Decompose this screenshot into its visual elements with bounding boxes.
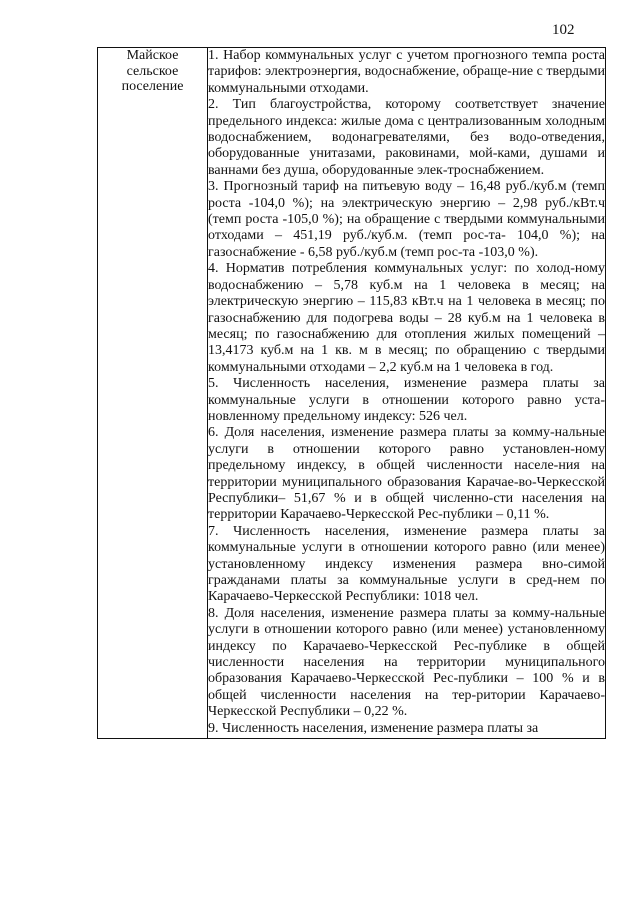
item-2: 2. Тип благоустройства, которому соответствует значение предельного индекса: жилые дома с централизованным холодным водоснабжением, водонагревателями, без водо-отведения, оборудованные унитазами, раковинами, мой-ками, душами и ваннами без душа, оборудованные элек-троснабжением.: [208, 97, 605, 178]
tariff-table: [97, 47, 606, 739]
item-4: 4. Норматив потребления коммунальных услуг: по холод-ному водоснабжению – 5,78 куб.м на 1 человека в месяц; на электрическую энергию – 115,83 кВт.ч на 1 человека в месяц; по газоснабжению для подогрева воды – 28 куб.м на 1 человека в месяц; по газоснабжению для отопления жилых помещений – 13,4173 куб.м на 1 кв. м в месяц; по обращению с твердыми коммунальными отходами – 2,2 куб.м на 1 человека в год.: [208, 261, 605, 375]
item-6: 6. Доля населения, изменение размера платы за комму-нальные услуги в отношении которого равно установлен-ному предельному индексу, в общей численности населе-ния на территории муниципального образования Карачае-во-Черкесской Республики– 51,67 % и в общей численно-сти населения на территории Карачаево-Черкесской Рес-публики – 0,11 %.: [208, 425, 605, 523]
item-8: 8. Доля населения, изменение размера платы за комму-нальные услуги в отношении которого равно (или менее) установленному индексу по Карачаево-Черкесской Рес-публике в общей численности населения на территории муниципального образования Карачаево-Черкесской Рес-публики – 100 % и в общей численности населения на тер-ритории Карачаево-Черкесской Республики – 0,22 %.: [208, 605, 605, 720]
item-3: 3. Прогнозный тариф на питьевую воду – 16,48 руб./куб.м (темп роста -104,0 %); на электрическую энергию – 2,98 руб./кВт.ч (темп роста -105,0 %); на обращение с твердыми коммунальными отходами – 451,19 руб./куб.м. (темп рос-та- 104,0 %); на газоснабжение - 6,58 руб./куб.м (темп рос-та -103,0 %).: [208, 179, 605, 260]
item-1: 1. Набор коммунальных услуг с учетом прогнозного темпа роста тарифов: электроэнергия, водоснабжение, обраще-ние с твердыми коммунальными отходами.: [208, 48, 605, 96]
item-7: 7. Численность населения, изменение размера платы за коммунальные услуги в отношении которого равно (или менее) установленному индексу изменения размера вно-симой гражданами платы за коммунальные услуги в сред-нем по Карачаево-Черкесской Республики: 1018 чел.: [208, 523, 605, 605]
details-cell: [208, 48, 606, 739]
item-9: 9. Численность населения, изменение размера платы за: [208, 720, 539, 736]
page-number: 102: [552, 22, 575, 38]
table-row: [98, 48, 606, 739]
municipality-line: сельское: [126, 63, 179, 79]
municipality-line: поселение: [121, 79, 184, 94]
item-5: 5. Численность населения, изменение размера платы за коммунальные услуги в отношении которого равно уста-новленному предельному индексу: 526 чел.: [208, 376, 605, 424]
municipality-cell: [98, 48, 208, 739]
municipality-line: Майское: [126, 48, 179, 63]
